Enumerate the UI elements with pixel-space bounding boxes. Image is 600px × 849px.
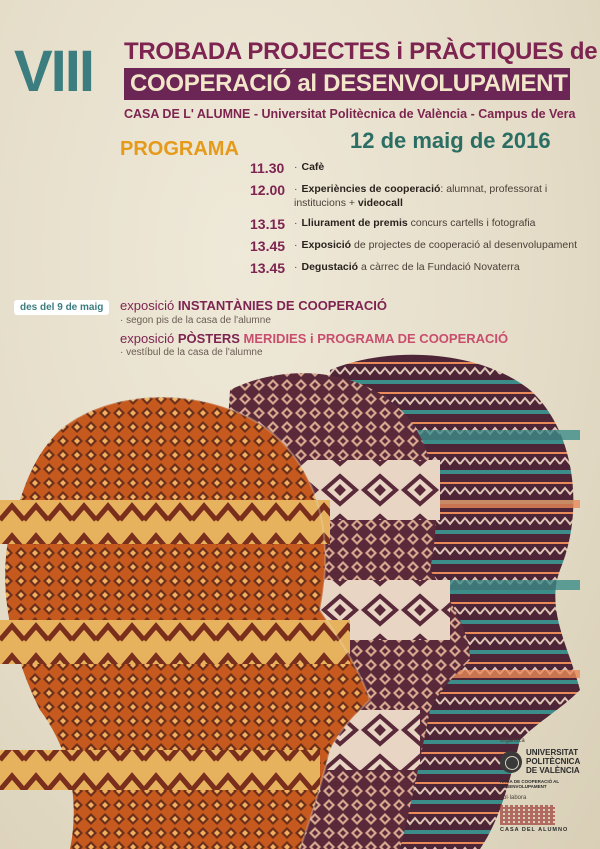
program-item	[250, 216, 580, 232]
collaborator-label: col·labora	[500, 795, 527, 801]
program-description: · Degustació a càrrec de la Fundació Novaterra	[294, 261, 520, 273]
cooperation-area-label: ÀREA DE COOPERACIÓ AL DESENVOLUPAMENT	[500, 779, 560, 789]
program-description: · Experiències de cooperació: alumnat, professorat i institucions + videocall	[294, 183, 548, 209]
title-line-1: TROBADA PROJECTES i PRÀCTIQUES de	[124, 38, 598, 65]
event-date: 12 de maig de 2016	[350, 128, 551, 153]
program-item	[250, 238, 580, 254]
program-time: 13.45	[250, 238, 286, 254]
program-time: 13.15	[250, 216, 286, 232]
program-heading: PROGRAMA	[120, 138, 239, 160]
program-description: · Cafè	[294, 161, 325, 173]
program-time: 13.45	[250, 260, 286, 276]
program-description: · Lliurament de premis concurs cartells i fotografia	[294, 217, 536, 229]
exhibition-2-location: · vestíbul de la casa de l'alumne	[120, 347, 263, 358]
exhibition-1-location: · segon pis de la casa de l'alumne	[120, 315, 271, 326]
program-schedule	[250, 160, 580, 282]
exhibition-1: exposició INSTANTÀNIES DE COOPERACIÓ	[120, 298, 388, 313]
program-item	[250, 260, 580, 276]
upv-seal-icon	[500, 751, 522, 773]
edition-number: VIII	[14, 39, 94, 104]
upv-logo: UNIVERSITAT POLITÈCNICA DE VALÈNCIA	[500, 748, 596, 775]
casa-alumno-name: CASA DEL ALUMNO	[500, 827, 569, 833]
program-description: · Exposició de projectes de cooperació al desenvolupament	[294, 239, 578, 251]
exhibition-2: exposició PÒSTERS MERIDIES i PROGRAMA DE COOPERACIÓ	[120, 331, 509, 346]
program-time: 12.00	[250, 182, 286, 198]
title-line-2: COOPERACIÓ al DESENVOLUPAMENT	[124, 68, 570, 100]
exhibition-date-badge: des del 9 de maig	[14, 300, 109, 315]
casa-alumno-logo-icon	[500, 805, 555, 825]
program-item	[250, 160, 580, 176]
venue: CASA DE L' ALUMNE - Universitat Politècnica de València - Campus de Vera	[124, 107, 576, 121]
organizer-label: organitza	[500, 738, 525, 744]
program-time: 11.30	[250, 160, 285, 176]
logos-block	[500, 738, 596, 833]
program-item	[250, 182, 580, 210]
